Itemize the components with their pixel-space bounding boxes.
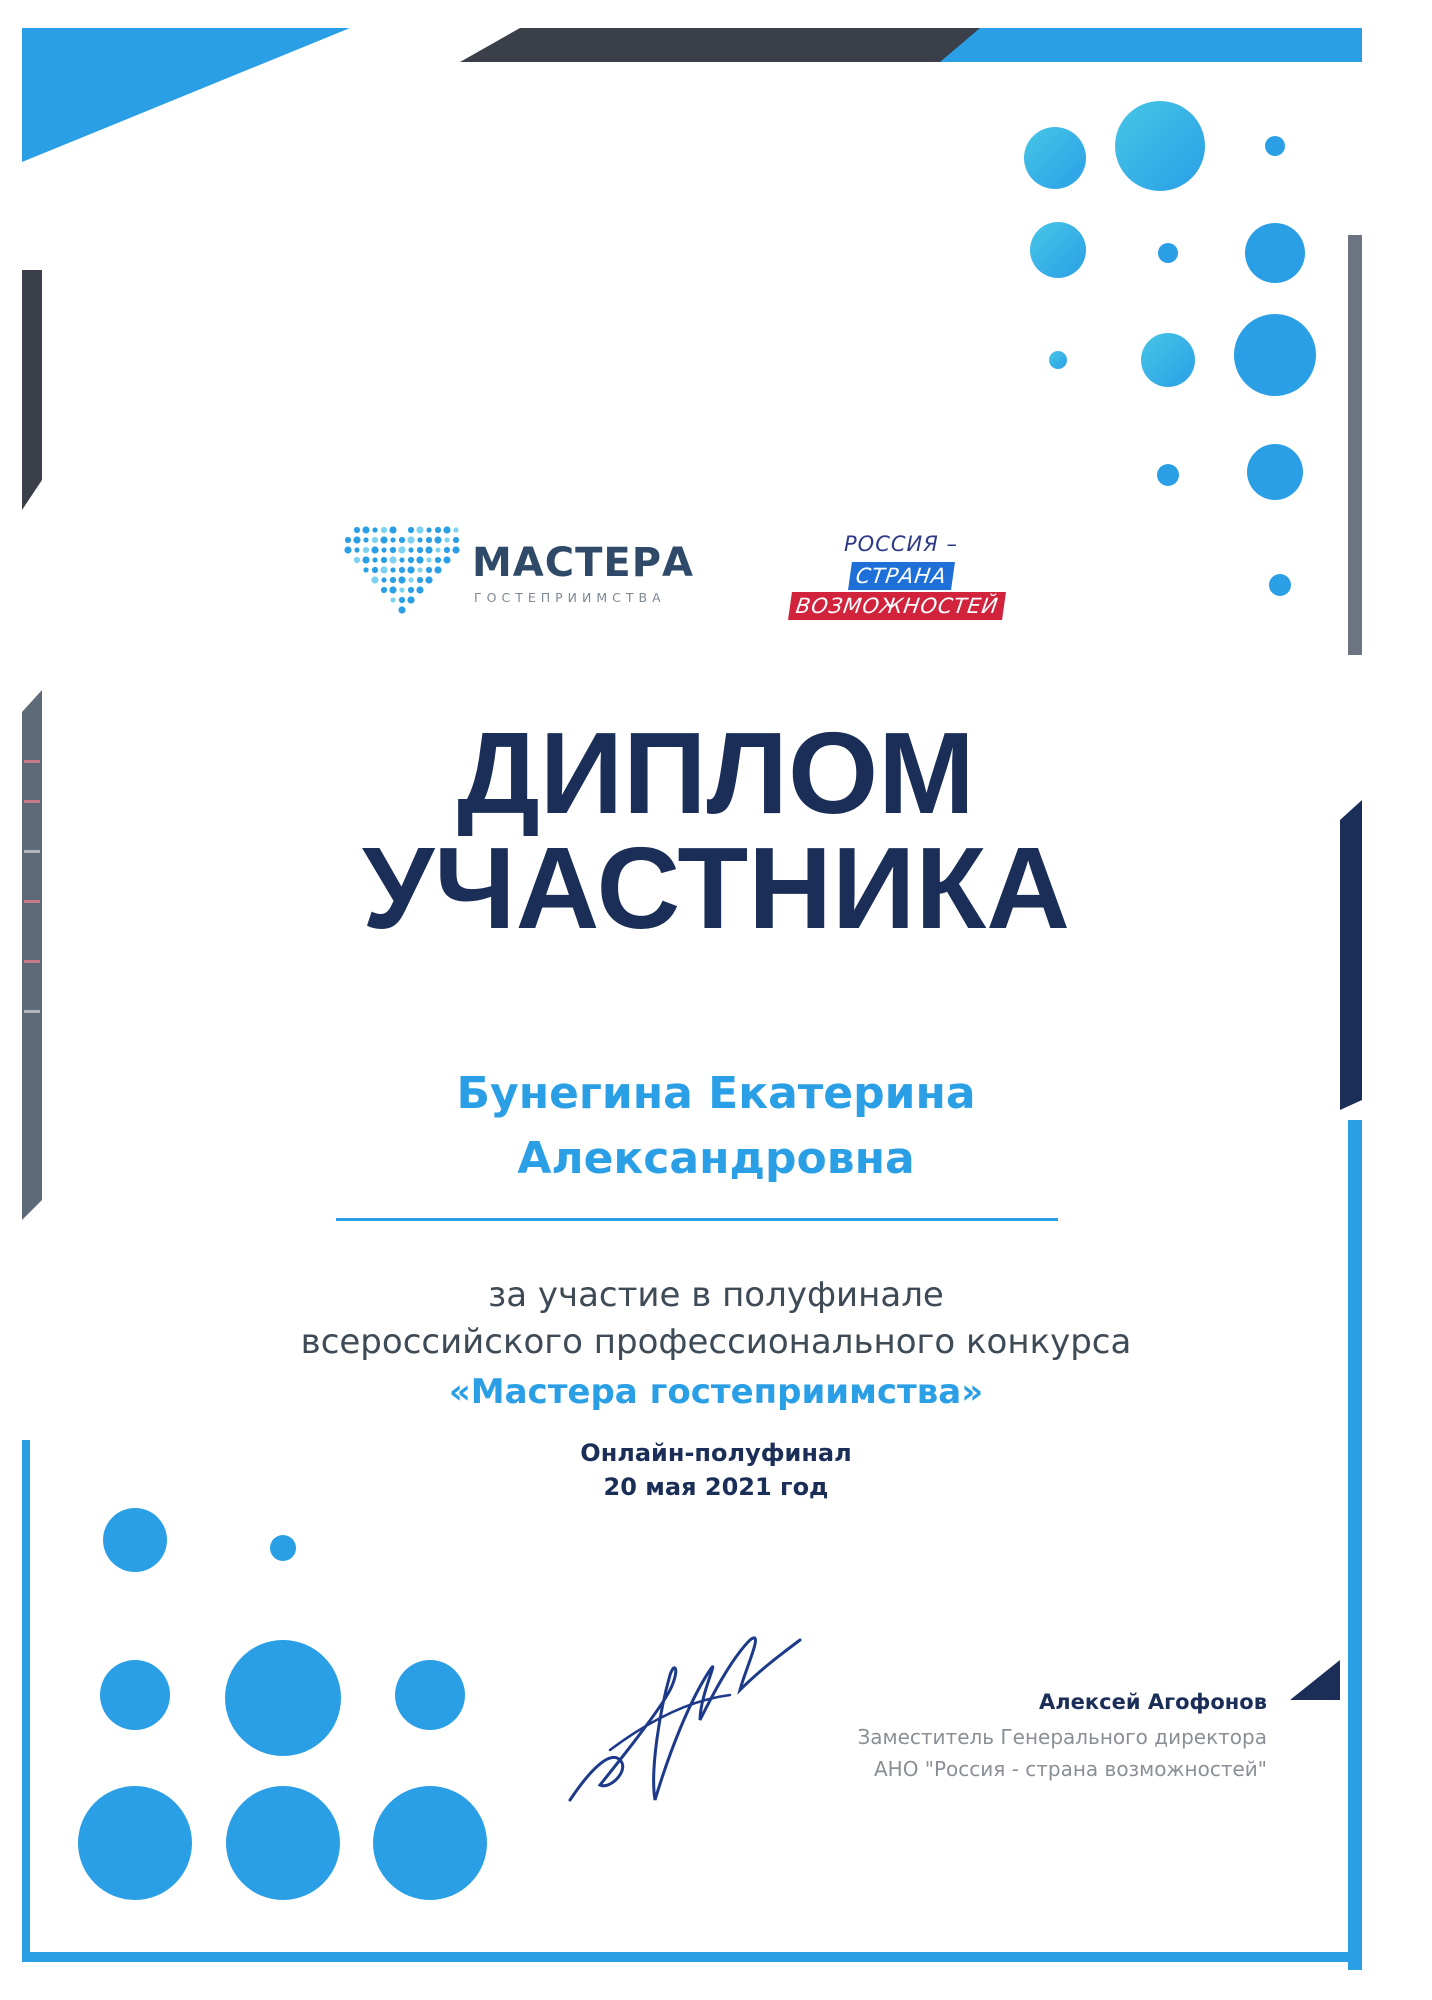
heart-dot: [380, 566, 387, 573]
heart-dot: [417, 567, 422, 572]
right-frame-blue: [1348, 1120, 1362, 1970]
dotted-heart-icon: [340, 518, 465, 628]
heart-dot: [435, 527, 441, 533]
stage-label: Онлайн-полуфинал: [580, 1439, 852, 1467]
heart-dot: [416, 526, 423, 533]
heart-dot: [381, 557, 387, 563]
logo-russia-line3: ВОЗМОЖНОСТЕЙ: [788, 592, 1006, 620]
heart-dot: [444, 537, 449, 542]
heart-dot: [381, 587, 387, 593]
heart-dot: [453, 537, 459, 543]
heart-dot: [416, 556, 423, 563]
heart-dot: [354, 547, 359, 552]
heart-dot: [408, 587, 414, 593]
recipient-name-line1: Бунегина Екатерина: [456, 1068, 976, 1119]
heart-dot: [416, 586, 423, 593]
heart-dot: [389, 526, 396, 533]
heart-dot: [452, 546, 459, 553]
heart-dot: [372, 527, 377, 532]
heart-dot: [407, 596, 414, 603]
left-frame-blue: [22, 1440, 30, 1960]
heart-dot: [426, 567, 432, 573]
heart-dot: [389, 586, 396, 593]
signatory-name: Алексей Агофонов: [1039, 1690, 1267, 1714]
heart-dot: [390, 577, 396, 583]
right-stripe-upper: [1348, 235, 1362, 655]
heart-dot: [390, 537, 395, 542]
diploma-title-line2: УЧАСТНИКА: [361, 823, 1070, 953]
heart-dot: [362, 556, 369, 563]
heart-dot: [399, 567, 405, 573]
heart-dot: [444, 547, 450, 553]
heart-dot: [407, 566, 414, 573]
heart-dot: [417, 537, 422, 542]
heart-dot: [381, 547, 386, 552]
heart-dot: [381, 527, 387, 533]
left-stripe-upper: [22, 270, 42, 510]
heart-dot: [362, 526, 369, 533]
heart-dot: [417, 577, 423, 583]
corner-triangle-bottom-right: [1290, 1660, 1340, 1700]
heart-dot: [417, 547, 423, 553]
heart-dot: [372, 557, 377, 562]
logo-masters-word: МАСТЕРА: [472, 540, 694, 586]
award-text-line1: за участие в полуфинале: [488, 1275, 944, 1315]
heart-dot: [443, 526, 450, 533]
logo-masters-hospitality: [340, 518, 694, 628]
contest-name: «Мастера гостеприимства»: [448, 1372, 984, 1412]
heart-dot: [443, 556, 450, 563]
heart-dot: [390, 567, 395, 572]
heart-dot: [380, 536, 387, 543]
heart-dot: [363, 547, 369, 553]
heart-dot: [435, 547, 440, 552]
logo-russia-line1: РОССИЯ –: [844, 532, 958, 556]
heart-dot: [363, 537, 368, 542]
heart-dot: [381, 577, 386, 582]
event-date: 20 мая 2021 год: [603, 1473, 829, 1501]
heart-dot: [408, 557, 414, 563]
heart-dot: [345, 537, 351, 543]
heart-dot: [407, 536, 414, 543]
handwritten-signature: [550, 1600, 850, 1840]
heart-dot: [398, 606, 405, 613]
heart-dot: [453, 527, 458, 532]
heart-dot: [399, 587, 404, 592]
signatory-position: Заместитель Генерального директора: [857, 1725, 1267, 1749]
corner-triangle-top-left: [22, 28, 350, 162]
heart-dot: [426, 537, 432, 543]
heart-dot: [399, 557, 404, 562]
heart-dot: [434, 566, 441, 573]
heart-dot: [425, 546, 432, 553]
heart-dot: [344, 546, 351, 553]
heart-dot: [408, 577, 413, 582]
heart-dot: [371, 546, 378, 553]
heart-dot: [399, 597, 405, 603]
heart-dot: [371, 576, 378, 583]
logo-russia-opportunities: [780, 524, 1040, 624]
heart-dot: [426, 527, 431, 532]
heart-dot: [425, 576, 432, 583]
heart-dot: [353, 536, 360, 543]
heart-dot: [363, 567, 368, 572]
heart-dot: [372, 537, 378, 543]
heart-dot: [354, 527, 360, 533]
bottom-frame-blue: [22, 1952, 1362, 1962]
heart-dot: [426, 557, 431, 562]
heart-dot: [398, 576, 405, 583]
heart-dot: [435, 557, 441, 563]
heart-dot: [389, 556, 396, 563]
heart-dot: [408, 527, 414, 533]
heart-dot: [390, 547, 396, 553]
top-band-blue: [940, 28, 1362, 62]
signatory-organization: АНО "Россия - страна возможностей": [873, 1757, 1267, 1781]
heart-dot: [398, 546, 405, 553]
logo-russia-line2: СТРАНА: [848, 562, 955, 590]
heart-dot: [434, 536, 441, 543]
heart-dot: [354, 557, 360, 563]
dot-pattern-bottom-left: [78, 1508, 487, 1900]
logo-masters-subtitle: ГОСТЕПРИИМСТВА: [474, 590, 666, 605]
name-underline: [336, 1218, 1058, 1221]
heart-dot: [372, 567, 378, 573]
diploma-title-line1: ДИПЛОМ: [457, 708, 975, 838]
heart-dot: [390, 597, 395, 602]
recipient-name-line2: Александровна: [517, 1133, 915, 1184]
heart-dot: [399, 537, 405, 543]
award-text-line2: всероссийского профессионального конкурса: [300, 1322, 1132, 1362]
heart-dot: [408, 547, 413, 552]
dot-pattern-top-right: [1024, 101, 1316, 596]
